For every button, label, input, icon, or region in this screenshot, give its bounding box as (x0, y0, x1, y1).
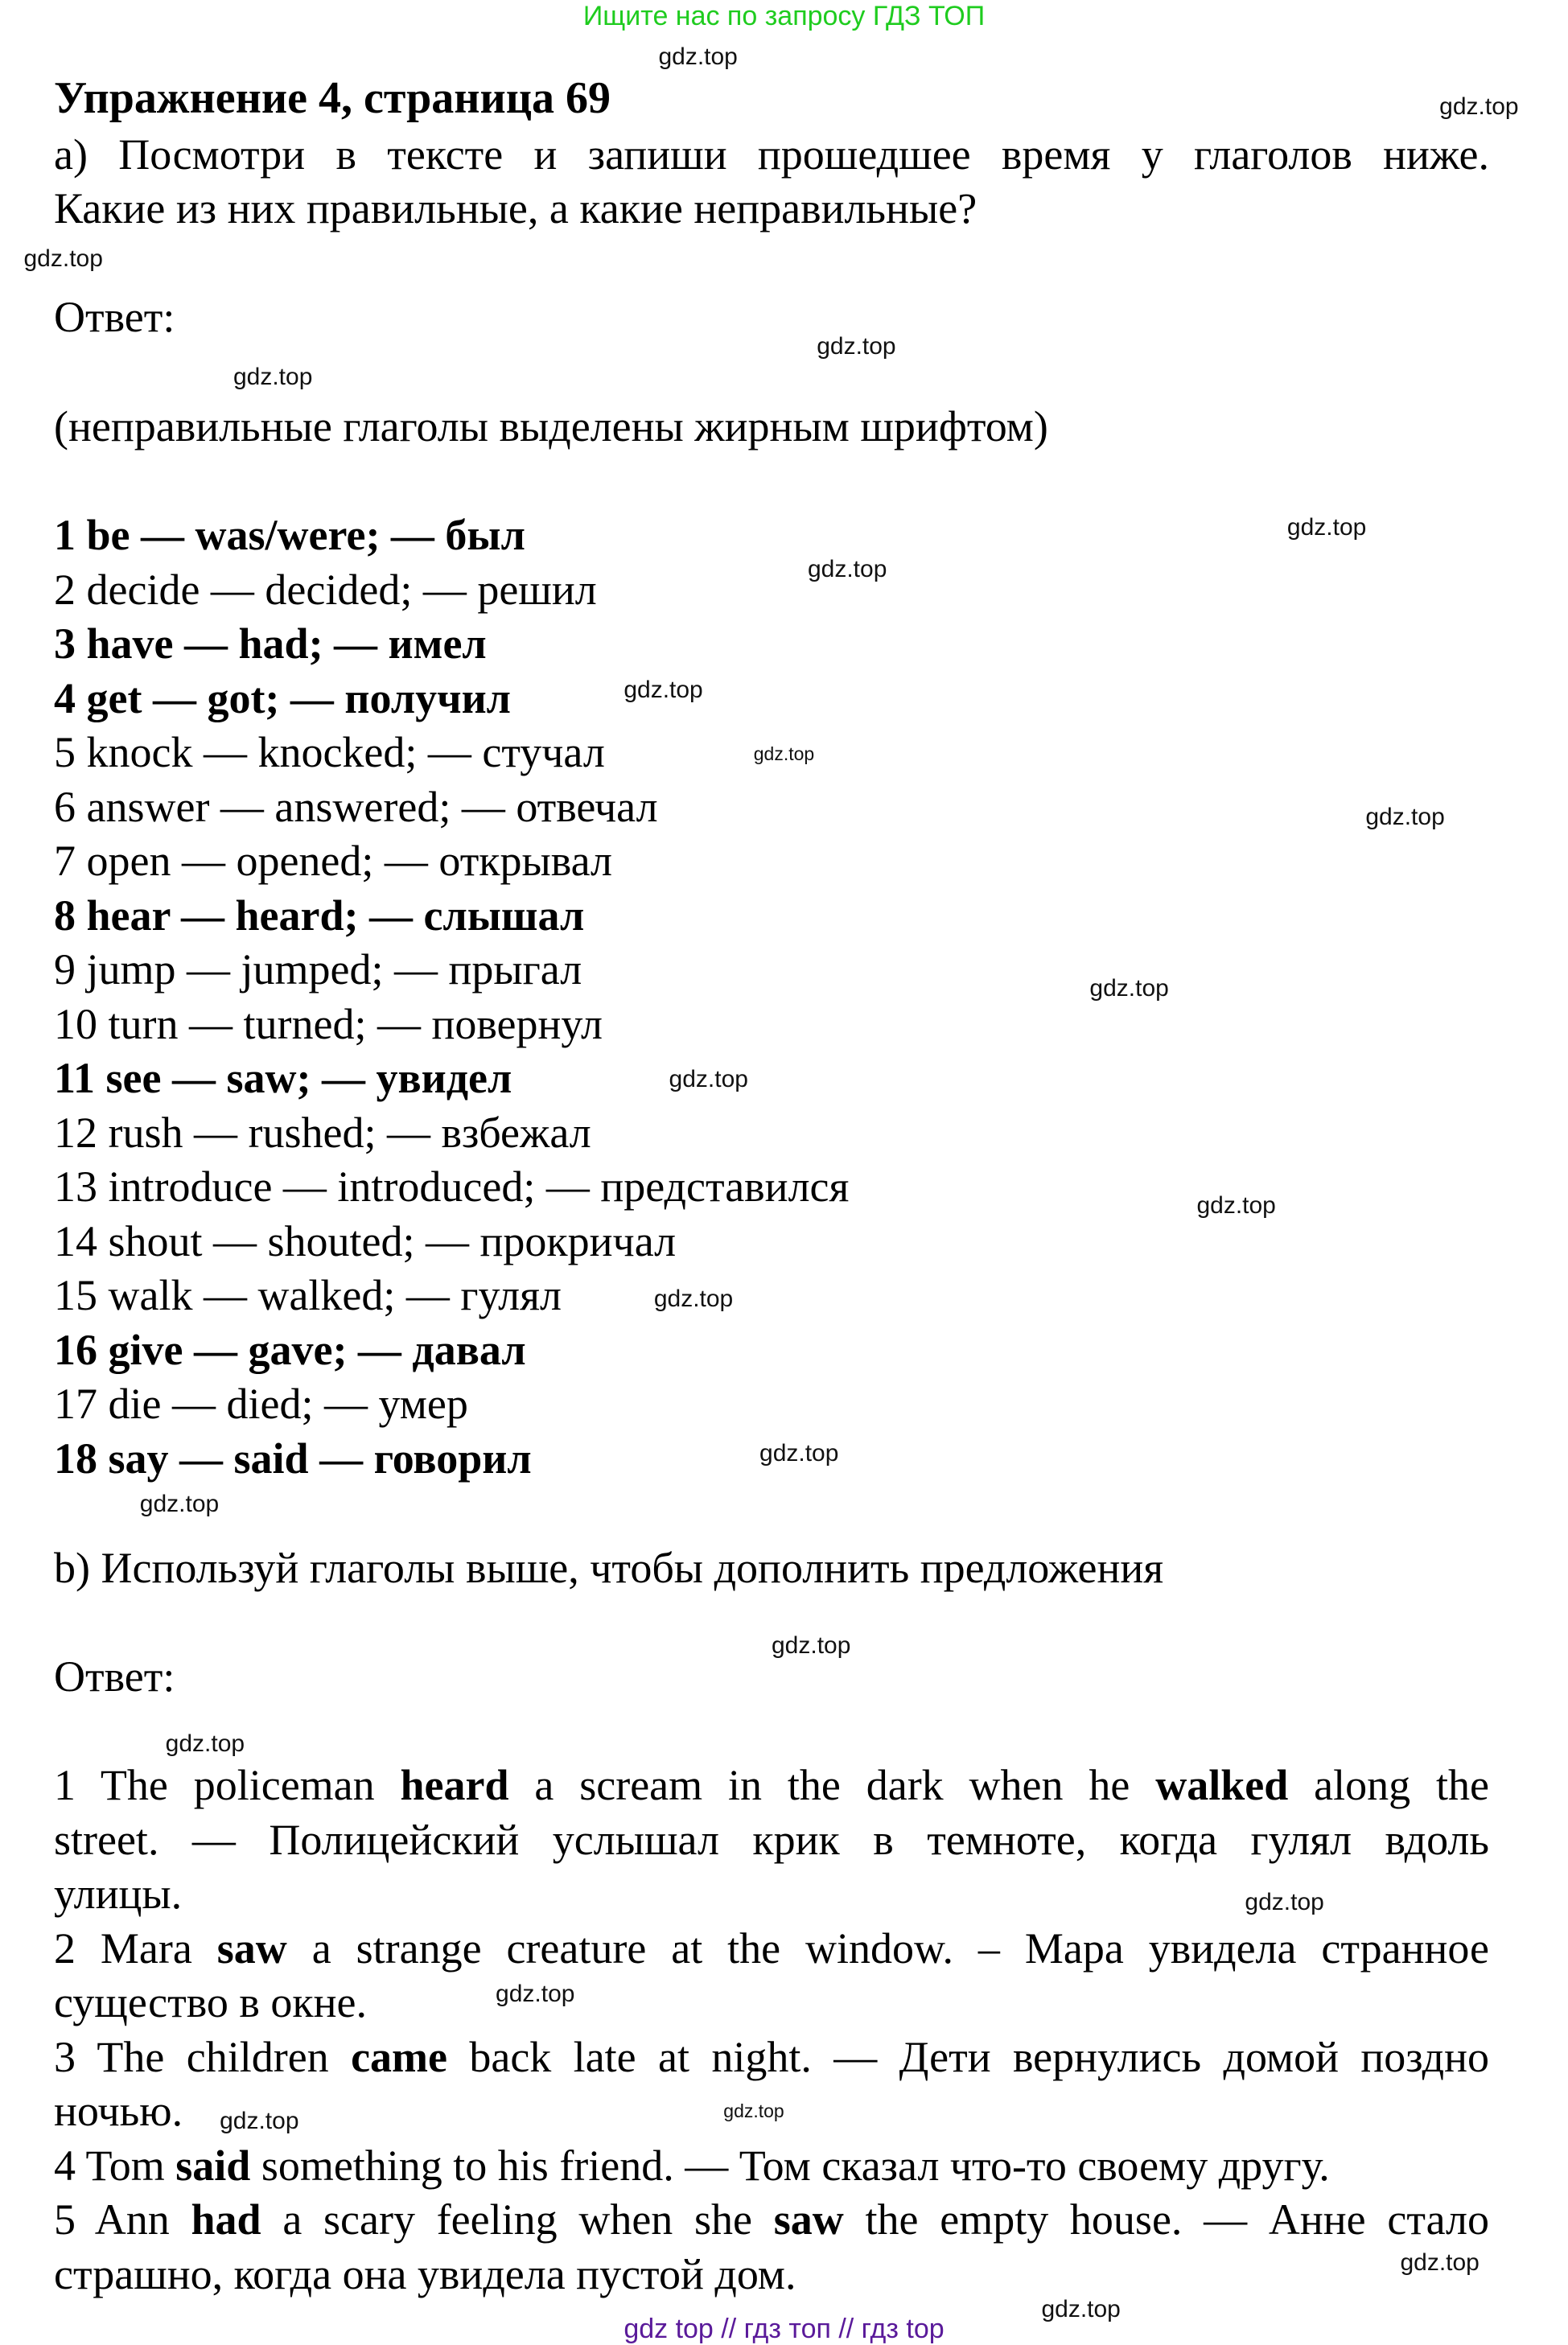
watermark: gdz.top (658, 43, 738, 71)
search-banner: Ищите нас по запросу ГДЗ ТОП (582, 1, 986, 31)
sentence-line (54, 1923, 1489, 1974)
sentence-line (54, 2085, 183, 2137)
watermark: gdz.top (807, 556, 887, 583)
sentence-line (54, 1759, 1489, 1811)
verb-item: 18 say — said — говорил (54, 1434, 532, 1483)
sentence-text: 1 The policeman (54, 1761, 401, 1809)
verb-item: 5 knock — knocked; — стучал (54, 728, 605, 776)
watermark: gdz.top (653, 1286, 734, 1313)
sentence-text: something to his friend. — Том сказал что-то своему другу. (250, 2141, 1330, 2190)
watermark: gdz.top (1041, 2295, 1121, 2322)
verb-highlight: had (191, 2195, 261, 2244)
sentence-line (54, 2194, 1489, 2245)
verb-highlight: heard (400, 1761, 509, 1809)
task-a-line-1: а) Посмотри в тексте и запиши прошедшее время у глаголов ниже. (54, 130, 1489, 179)
sentence-line (54, 2140, 1330, 2191)
sentence-text: back late at night. — Дети вернулись домой поздно (447, 2032, 1489, 2081)
watermark: gdz.top (1365, 803, 1445, 830)
verb-highlight: saw (216, 1923, 287, 1973)
sentence-line (54, 2248, 796, 2300)
sentence-text: существо в окне. (54, 1978, 367, 2026)
sentence-text: страшно, когда она увидела пустой дом. (54, 2249, 796, 2298)
watermark: gdz.top (1400, 2248, 1480, 2276)
verb-item: 6 answer — answered; — отвечал (54, 782, 658, 831)
watermark: gdz.top (1286, 513, 1367, 541)
sentence-text: 5 Ann (54, 2195, 191, 2244)
watermark: gdz.top (817, 333, 896, 360)
sentence-text: along the (1288, 1761, 1489, 1809)
watermark: gdz.top (1089, 975, 1169, 1002)
verb-item: 1 be — was/were; — был (54, 511, 525, 559)
verb-item: 7 open — opened; — открывал (54, 837, 612, 885)
answer-label: Ответ: (54, 293, 175, 341)
watermark: gdz.top (233, 363, 313, 390)
page-title: Упражнение 4, страница 69 (54, 73, 611, 123)
verb-item: 10 turn — turned; — повернул (54, 999, 603, 1048)
watermark: gdz.top (1196, 1192, 1276, 1220)
verb-highlight: saw (773, 2195, 844, 2244)
verb-item: 12 rush — rushed; — взбежал (54, 1108, 591, 1157)
verb-highlight: walked (1155, 1761, 1289, 1809)
sentence-line (54, 1868, 182, 1919)
verb-highlight: said (175, 2141, 251, 2190)
sentence-line (54, 2031, 1489, 2083)
watermark: gdz.top (753, 743, 815, 764)
sentence-text: 2 Mara (54, 1923, 217, 1973)
sentence-text: a strange creature at the window. – Мара увидела странное (286, 1923, 1489, 1973)
watermark: gdz.top (1245, 1888, 1324, 1915)
sentence-text: a scary feeling when she (261, 2195, 774, 2244)
verb-item: 15 walk — walked; — гулял (54, 1271, 562, 1319)
verb-item: 8 hear — heard; — слышал (54, 891, 585, 940)
sentence-text: the empty house. — Анне стало (843, 2195, 1489, 2244)
sentence-text: ночью. (54, 2087, 183, 2135)
verb-item: 2 decide — decided; — решил (54, 565, 597, 614)
verb-item: 17 die — died; — умер (54, 1380, 468, 1428)
watermark: gdz.top (771, 1632, 851, 1660)
watermark: gdz.top (759, 1439, 839, 1467)
sentence-line (54, 1814, 1489, 1866)
task-b: b) Используй глаголы выше, чтобы дополнить предложения (54, 1544, 1164, 1592)
verb-item: 3 have — had; — имел (54, 619, 487, 668)
footer-links[interactable]: gdz top // гдз топ // гдз top (623, 2314, 945, 2344)
sentence-text: a scream in the dark when he (508, 1761, 1156, 1809)
answer-label-b: Ответ: (54, 1652, 175, 1701)
verb-item: 16 give — gave; — давал (54, 1325, 526, 1374)
verb-item: 9 jump — jumped; — прыгал (54, 945, 582, 994)
watermark: gdz.top (220, 2107, 299, 2134)
task-a-line-2: Какие из них правильные, а какие неправильные? (54, 184, 977, 232)
sentence-text: 3 The children (54, 2032, 352, 2081)
verb-item: 11 see — saw; — увидел (54, 1054, 512, 1102)
watermark: gdz.top (23, 245, 103, 273)
watermark: gdz.top (723, 2100, 784, 2121)
note: (неправильные глаголы выделены жирным шрифтом) (54, 402, 1048, 450)
sentence-text: street. — Полицейский услышал крик в темноте, когда гулял вдоль (54, 1815, 1489, 1864)
watermark: gdz.top (165, 1730, 245, 1758)
verb-item: 13 introduce — introduced; — представился (54, 1162, 850, 1211)
watermark: gdz.top (496, 1981, 575, 2008)
verb-item: 4 get — got; — получил (54, 673, 511, 722)
sentence-line (54, 1977, 367, 2028)
watermark: gdz.top (623, 677, 703, 704)
sentence-text: 4 Tom (54, 2141, 176, 2190)
verb-highlight: came (351, 2032, 447, 2081)
watermark: gdz.top (139, 1491, 220, 1518)
verb-item: 14 shout — shouted; — прокричал (54, 1216, 677, 1265)
watermark: gdz.top (1439, 93, 1519, 121)
watermark: gdz.top (669, 1065, 748, 1092)
sentence-text: улицы. (54, 1870, 183, 1918)
